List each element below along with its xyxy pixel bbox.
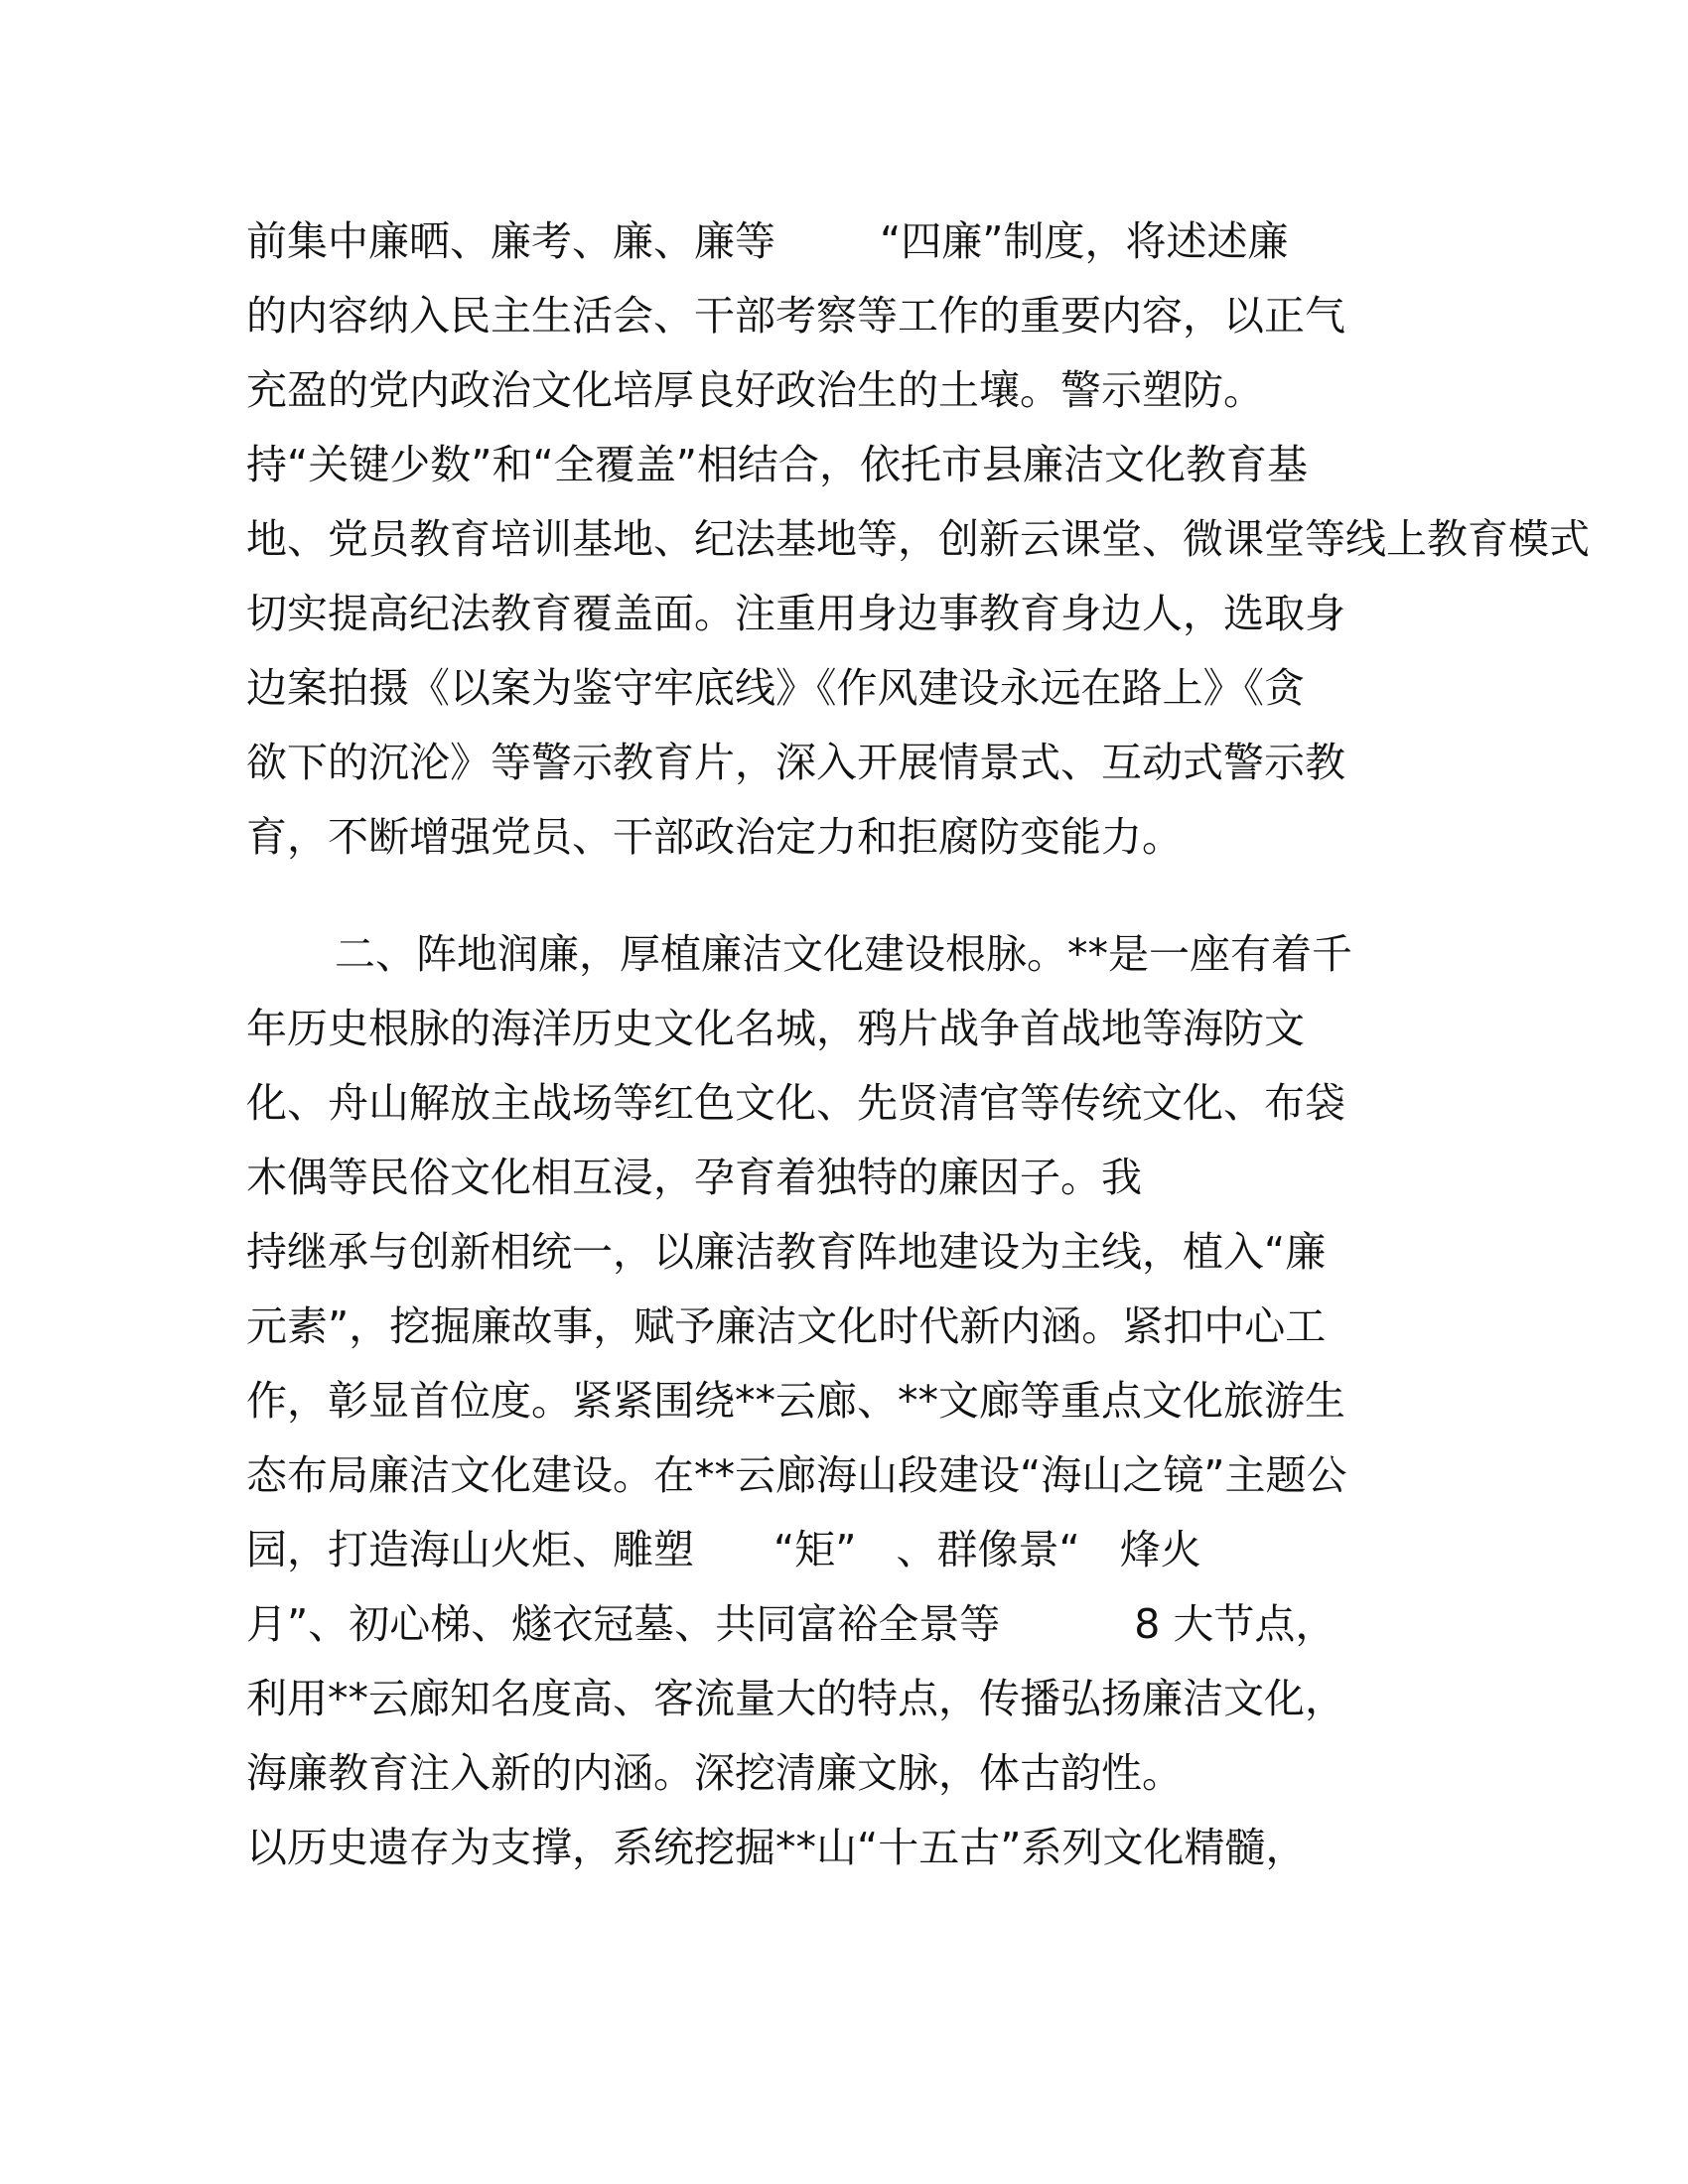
text-run: “矩” [774,1526,857,1573]
text-line: 元素”，挖掘廉故事，赋予廉洁文化时代新内涵。紧扣中心工 [246,1302,1327,1350]
text-line: 木偶等民俗文化相互浸，孕育着独特的廉因子。我 [246,1154,1142,1201]
text-run: 前集中廉晒、廉考、廉、廉等 [246,217,775,265]
text-line [246,216,1288,266]
text-line: 切实提高纪法教育覆盖面。注重用身边事教育身边人，选取身 [246,590,1345,637]
text-line: 作，彰显首位度。紧紧围绕**云廊、**文廊等重点文化旅游生 [246,1377,1345,1425]
text-line: 年历史根脉的海洋历史文化名城，鸦片战争首战地等海防文 [246,1005,1305,1052]
text-line: 育，不断增强党员、干部政治定力和拒腐防变能力。 [246,813,1183,861]
text-line: 持继承与创新相统一，以廉洁教育阵地建设为主线，植入“廉 [246,1228,1327,1276]
text-line: 以历史遗存为支撑，系统挖掘**山“十五古”系列文化精髓， [246,1824,1307,1871]
text-line [246,1599,1336,1649]
text-line: 的内容纳入民主生活会、干部考察等工作的重要内容，以正气 [246,292,1345,340]
text-run: 烽火 [1119,1526,1201,1573]
text-line: 持“关键少数”和“全覆盖”相结合，依托市县廉洁文化教育基 [246,441,1308,488]
text-line: 边案拍摄《以案为鉴守牢底线》《作风建设永远在路上》《贪 [246,664,1305,712]
text-line: 海廉教育注入新的内涵。深挖清廉文脉，体古韵性。 [246,1749,1183,1797]
text-line: 态布局廉洁文化建设。在**云廊海山段建设“海山之镜”主题公 [246,1451,1347,1499]
text-run: 园，打造海山火炬、雕塑 [246,1526,694,1573]
text-run: 8 大节点， [1134,1600,1336,1648]
section-heading-line: 二、阵地润廉，厚植廉洁文化建设根脉。**是一座有着千 [335,930,1352,978]
text-line: 充盈的党内政治文化培厚良好政治生的土壤。警示塑防。 [246,366,1264,414]
text-run: 、群像景“ [896,1526,1080,1573]
text-line: 欲下的沉沦》等警示教育片，深入开展情景式、互动式警示教 [246,739,1345,786]
text-run: 月”、初心梯、燧衣冠墓、共同富裕全景等 [246,1600,1001,1648]
text-run: “四廉”制度，将述述廉 [880,217,1289,265]
text-line: 化、舟山解放主战场等红色文化、先贤清官等传统文化、布袋 [246,1079,1345,1127]
text-line: 地、党员教育培训基地、纪法基地等，创新云课堂、微课堂等线上教育模式 [246,515,1590,563]
text-line [246,1525,1201,1574]
text-line: 利用**云廊知名度高、客流量大的特点，传播弘扬廉洁文化， [246,1675,1345,1722]
